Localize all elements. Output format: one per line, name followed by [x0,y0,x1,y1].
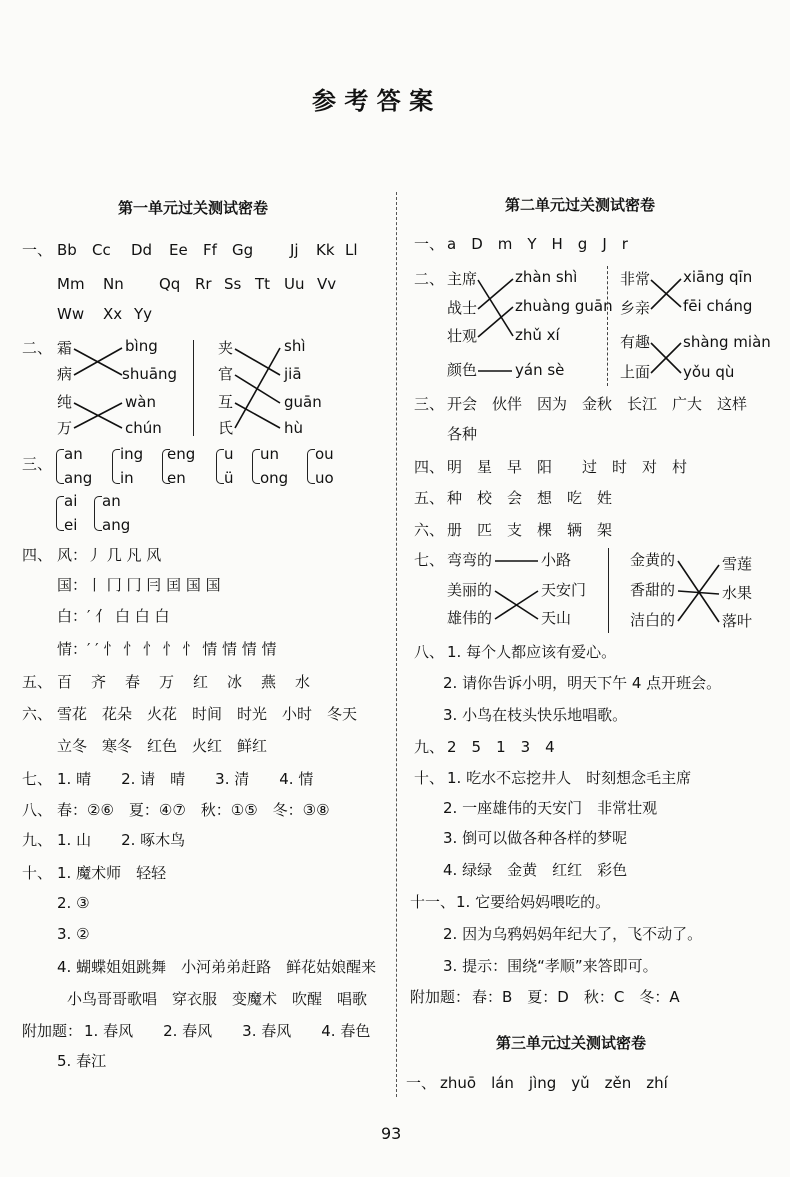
unit1-q5-label: 五、 [22,673,53,691]
letter-pair: Vv [317,275,337,293]
match-line [235,348,280,428]
matching-pinyin: shuāng [122,365,178,383]
match-line [478,280,513,336]
matching-word: 金黄的 [630,551,676,569]
answer-text: 小鸟哥哥歌唱 穿衣服 变魔术 吹醒 唱歌 [67,990,368,1008]
letter-pair: Ll [345,241,358,259]
stroke-order-line: 国：丨 冂 冂 冃 囯 国 国 [57,576,221,594]
matching-word: 颜色 [447,361,478,379]
matching-word: 纯 [57,393,73,411]
matching-pinyin: zhàn shì [515,268,578,286]
letter-pair: Nn [103,275,124,293]
stroke-order-line: 风：丿 几 凡 风 [57,546,162,564]
unit2-q9-label: 九、 [414,738,445,756]
answer-text: 1. 每个人都应该有爱心。 [447,643,617,661]
letter-pair: Qq [159,275,181,293]
answer-text: 5. 春江 [57,1052,107,1070]
match-line [678,591,719,594]
unit1-heading: 第一单元过关测试密卷 [118,199,269,217]
unit1-q2-label: 二、 [22,339,53,357]
brace [216,449,224,484]
letter-pair: Dd [131,241,153,259]
brace [56,449,64,484]
matching-separator [607,266,608,386]
matching-word: 小路 [541,551,572,569]
matching-separator [608,548,609,633]
matching-word: 香甜的 [630,581,676,599]
match-line [495,591,538,619]
letter-pair: Kk [316,241,335,259]
answer-text: 2. 一座雄伟的天安门 非常壮观 [443,799,658,817]
letter-pair: Cc [92,241,111,259]
match-line [651,343,681,373]
matching-word: 雪莲 [722,555,753,573]
brace [94,496,102,531]
pinyin-pair-top: ing [120,445,144,463]
pinyin-pair-top: an [64,445,83,463]
pinyin-pair-bottom: en [167,469,186,487]
page-number: 93 [381,1124,402,1143]
answer-text: 3. 小鸟在枝头快乐地唱歌。 [443,706,628,724]
matching-word: 氏 [218,419,234,437]
pinyin-pair-bottom: ang [102,516,131,534]
pinyin-pair-top: eng [167,445,196,463]
unit1-q8-label: 八、 [22,801,53,819]
answer-text: 册 匹 支 棵 辆 架 [447,521,613,539]
answer-text: 雪花 花朵 火花 时间 时光 小时 冬天 [57,705,358,723]
pinyin-pair-bottom: uo [315,469,334,487]
unit2-q2-label: 二、 [414,270,445,288]
pinyin-pair-top: u [224,445,234,463]
matching-word: 乡亲 [620,299,651,317]
letter-pair: Bb [57,241,77,259]
letter-pair: Ww [57,305,85,323]
answer-text: 立冬 寒冬 红色 火红 鲜红 [57,737,268,755]
pinyin-pair-bottom: ü [224,469,234,487]
unit2-q6-label: 六、 [414,521,445,539]
match-line [651,280,681,307]
unit1-q7-label: 七、 [22,770,53,788]
answer-text: 百 齐 春 万 红 冰 燕 水 [57,673,313,691]
unit2-bonus-label: 附加题： [410,988,471,1006]
answer-text: 2. 请你告诉小明，明天下午 4 点开班会。 [443,674,722,692]
matching-word: 美丽的 [447,581,493,599]
matching-word: 主席 [447,270,478,288]
match-line [678,565,719,621]
answer-text: 开会 伙伴 因为 金秋 长江 广大 这样 [447,395,748,413]
matching-word: 有趣 [620,333,651,351]
unit1-q3-label: 三、 [22,455,53,473]
match-line [235,403,280,428]
pinyin-pair-top: ou [315,445,334,463]
brace [56,496,64,531]
answer-text: 1. 晴 2. 请 晴 3. 清 4. 情 [57,770,314,788]
unit2-q4-label: 四、 [414,458,445,476]
matching-word: 病 [57,365,73,383]
answer-text: a D m Y H g J r [447,235,628,253]
matching-pinyin: bìng [125,337,158,355]
pinyin-pair-top: an [102,492,121,510]
match-line [478,279,513,309]
answer-text: 1. 它要给妈妈喂吃的。 [456,893,611,911]
letter-pair: Jj [290,241,299,259]
answer-text: 1. 魔术师 轻轻 [57,864,167,882]
matching-word: 非常 [620,270,651,288]
matching-separator [193,340,194,436]
unit2-heading: 第二单元过关测试密卷 [505,196,656,214]
matching-pinyin: xiāng qīn [683,268,753,286]
pinyin-pair-top: un [260,445,280,463]
answer-text: 4. 蝴蝶姐姐跳舞 小河弟弟赶路 鲜花姑娘醒来 [57,958,377,976]
unit2-q10-label: 十、 [414,769,445,787]
matching-word: 上面 [620,363,651,381]
pinyin-pair-bottom: in [120,469,134,487]
answer-text: 2. ③ [57,894,90,912]
match-line [74,403,122,428]
matching-pinyin: fēi cháng [683,297,753,315]
letter-pair: Xx [103,305,123,323]
letter-pair: Rr [195,275,212,293]
match-line [651,279,681,309]
matching-word: 壮观 [447,327,478,345]
answer-text: 种 校 会 想 吃 姓 [447,489,613,507]
answer-text: 各种 [447,425,478,443]
unit2-q5-label: 五、 [414,489,445,507]
letter-pair: Mm [57,275,85,293]
matching-pinyin: shì [284,337,306,355]
match-line [678,561,719,622]
pinyin-pair-bottom: ong [260,469,289,487]
brace [112,449,120,484]
matching-word: 夹 [218,339,234,357]
match-line [478,307,513,337]
matching-word: 霜 [57,339,73,357]
letter-pair: Yy [134,305,153,323]
matching-word: 落叶 [722,612,753,630]
letter-pair: Ss [224,275,242,293]
matching-word: 雄伟的 [447,609,493,627]
matching-pinyin: yán sè [515,361,565,379]
answer-text: 1. 春风 2. 春风 3. 春风 4. 春色 [84,1022,371,1040]
unit1-q1-label: 一、 [22,241,53,259]
unit2-q3-label: 三、 [414,395,445,413]
answer-text: 4. 绿绿 金黄 红红 彩色 [443,861,628,879]
unit3-heading: 第三单元过关测试密卷 [496,1034,647,1052]
matching-word: 万 [57,419,73,437]
matching-word: 洁白的 [630,611,676,629]
unit1-q6-label: 六、 [22,705,53,723]
matching-word: 弯弯的 [447,551,493,569]
letter-pair: Ff [203,241,217,259]
match-line [74,349,122,375]
match-line [235,375,280,403]
answer-text: zhuō lán jìng yǔ zěn zhí [440,1074,668,1092]
matching-pinyin: guān [284,393,322,411]
unit1-q9-label: 九、 [22,831,53,849]
unit2-q11-label: 十一、 [410,893,456,911]
answer-text: 春：B 夏：D 秋：C 冬：A [472,988,680,1006]
matching-word: 战士 [447,299,478,317]
matching-word: 天安门 [541,581,587,599]
matching-pinyin: jiā [284,365,302,383]
letter-pair: Ee [169,241,188,259]
unit1-q10-label: 十、 [22,864,53,882]
unit2-q1-label: 一、 [414,235,445,253]
matching-pinyin: shàng miàn [683,333,771,351]
stroke-order-line: 情：′ ′ 忄 忄 忄 忄 忄 情 情 情 情 [57,640,277,658]
unit2-q8-label: 八、 [414,643,445,661]
match-line [235,349,280,375]
unit2-q7-label: 七、 [414,551,445,569]
answer-text: 春：②⑥ 夏：④⑦ 秋：①⑤ 冬：③⑧ [57,801,330,819]
stroke-order-line: 白：′ 亻 白 白 白 [57,607,170,625]
matching-word: 互 [218,393,234,411]
answer-text: 3. ② [57,925,90,943]
unit1-q4-label: 四、 [22,546,53,564]
matching-pinyin: hù [284,419,304,437]
pinyin-pair-bottom: ei [64,516,78,534]
matching-pinyin: yǒu qù [683,363,735,381]
column-divider [396,192,397,1097]
matching-pinyin: zhǔ xí [515,326,560,344]
match-line [495,591,538,619]
pinyin-pair-top: ai [64,492,78,510]
unit1-bonus-label: 附加题： [22,1022,83,1040]
answer-text: 3. 提示：围绕“孝顺”来答即可。 [443,957,658,975]
answer-text: 1. 吃水不忘挖井人 时刻想念毛主席 [447,769,692,787]
brace [307,449,315,484]
matching-word: 水果 [722,584,753,602]
pinyin-pair-bottom: ang [64,469,93,487]
match-line [74,403,122,428]
unit3-q1-label: 一、 [406,1074,437,1092]
match-line [74,348,122,375]
letter-pair: Uu [284,275,305,293]
answer-text: 2. 因为乌鸦妈妈年纪大了，飞不动了。 [443,925,703,943]
match-line [651,343,681,373]
matching-word: 官 [218,365,234,383]
answer-text: 3. 倒可以做各种各样的梦呢 [443,829,628,847]
page-title: 参 考 答 案 [312,87,434,115]
letter-pair: Tt [255,275,271,293]
letter-pair: Gg [232,241,254,259]
answer-text: 1. 山 2. 啄木鸟 [57,831,186,849]
answer-text: 2 5 1 3 4 [447,738,555,756]
answer-text: 明 星 早 阳 过 时 对 村 [447,458,688,476]
matching-word: 天山 [541,609,572,627]
brace [252,449,260,484]
matching-pinyin: wàn [125,393,156,411]
matching-pinyin: zhuàng guān [515,297,613,315]
matching-pinyin: chún [125,419,162,437]
